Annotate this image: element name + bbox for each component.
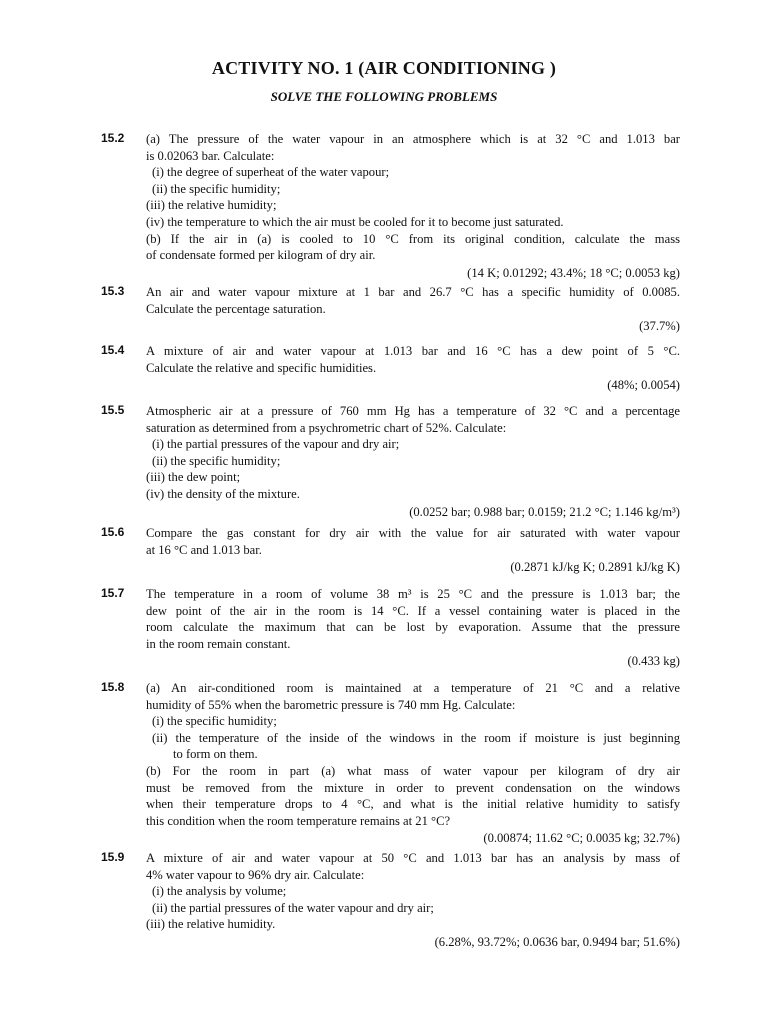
problem-body: [146, 403, 680, 521]
problem-line: Calculate the relative and specific humidities.: [146, 360, 377, 375]
problem-body: [146, 525, 680, 576]
problem-line: (iii) the relative humidity.: [146, 917, 276, 932]
problem-line: is 0.02063 bar. Calculate:: [146, 148, 275, 163]
problem-line: 4% water vapour to 96% dry air. Calculate:: [146, 867, 365, 882]
problem-line: humidity of 55% when the barometric pressure is 740 mm Hg. Calculate:: [146, 697, 516, 712]
problem-body: [146, 850, 680, 951]
problem-line: Compare the gas constant for dry air with the value for air saturated with water vapour: [146, 526, 680, 540]
problem-line: Calculate the percentage saturation.: [146, 301, 326, 316]
problem-line: (ii) the specific humidity;: [152, 453, 281, 468]
problem-number: 15.7: [101, 586, 125, 600]
problem-line: (ii) the temperature of the inside of the windows in the room if moisture is just beginning: [152, 730, 680, 745]
problem-line: A mixture of air and water vapour at 50 °C and 1.013 bar has an analysis by mass of: [146, 851, 680, 865]
problem-line: (b) If the air in (a) is cooled to 10 °C from its original condition, calculate the mass: [146, 231, 680, 246]
problem-number: 15.9: [101, 850, 125, 864]
problem-line: room calculate the maximum that can be lost by evaporation. Assume that the pressure: [146, 620, 680, 635]
problem-number: 15.2: [101, 131, 125, 145]
problem-body: [146, 343, 680, 394]
problem-line: (iv) the temperature to which the air must be cooled for it to become just saturated.: [146, 214, 564, 229]
problem-number: 15.8: [101, 680, 125, 694]
problem-body: [146, 586, 680, 670]
problem-answer: (0.2871 kJ/kg K; 0.2891 kJ/kg K): [510, 560, 680, 575]
problem-line: must be removed from the mixture in order to prevent condensation on the windows: [146, 780, 680, 795]
problem-answer: (0.0252 bar; 0.988 bar; 0.0159; 21.2 °C; 1.146 kg/m³): [409, 504, 680, 519]
problem-answer: (37.7%): [639, 319, 680, 334]
problem-line: saturation as determined from a psychrometric chart of 52%. Calculate:: [146, 420, 507, 435]
problem-line: to form on them.: [173, 747, 258, 762]
problem-line: (iii) the relative humidity;: [146, 198, 277, 213]
problem-line: of condensate formed per kilogram of dry air.: [146, 248, 376, 263]
problem-line: (ii) the partial pressures of the water vapour and dry air;: [152, 900, 434, 915]
problem-line: (i) the partial pressures of the vapour and dry air;: [152, 437, 400, 452]
problem-body: [146, 131, 680, 282]
problem-line: A mixture of air and water vapour at 1.013 bar and 16 °C has a dew point of 5 °C.: [146, 344, 680, 358]
problem-number: 15.6: [101, 525, 125, 539]
problem-number: 15.5: [101, 403, 125, 417]
problem-line: Atmospheric air at a pressure of 760 mm Hg has a temperature of 32 °C and a percentage: [146, 404, 680, 418]
problem-line: at 16 °C and 1.013 bar.: [146, 542, 262, 557]
problem-line: this condition when the room temperature remains at 21 °C?: [146, 813, 451, 828]
problem-line: (i) the degree of superheat of the water vapour;: [152, 165, 390, 180]
problem-body: [146, 680, 680, 847]
problem-number: 15.3: [101, 284, 125, 298]
problem-line: (i) the analysis by volume;: [152, 884, 287, 899]
problem-body: [146, 284, 680, 335]
problem-line: dew point of the air in the room is 14 °C. If a vessel containing water is placed in the: [146, 603, 680, 618]
problem-answer: (6.28%, 93.72%; 0.0636 bar, 0.9494 bar; 51.6%): [434, 934, 680, 949]
page-title: ACTIVITY NO. 1 (AIR CONDITIONING ): [211, 58, 557, 78]
problem-line: (iii) the dew point;: [146, 470, 241, 485]
problem-answer: (0.00874; 11.62 °C; 0.0035 kg; 32.7%): [483, 831, 680, 846]
problem-line: An air and water vapour mixture at 1 bar and 26.7 °C has a specific humidity of 0.0085.: [146, 285, 680, 299]
problem-line: (ii) the specific humidity;: [152, 181, 281, 196]
problem-line: (i) the specific humidity;: [152, 714, 277, 729]
problem-answer: (0.433 kg): [627, 654, 680, 669]
problem-number: 15.4: [101, 343, 125, 357]
problem-line: in the room remain constant.: [146, 636, 291, 651]
problem-line: (a) An air-conditioned room is maintained at a temperature of 21 °C and a relative: [146, 681, 680, 695]
problem-line: when their temperature drops to 4 °C, and what is the initial relative humidity to satisfy: [146, 797, 680, 812]
problem-line: The temperature in a room of volume 38 m³ is 25 °C and the pressure is 1.013 bar; the: [146, 587, 680, 601]
page-subtitle: SOLVE THE FOLLOWING PROBLEMS: [270, 89, 498, 104]
problem-answer: (14 K; 0.01292; 43.4%; 18 °C; 0.0053 kg): [467, 265, 680, 280]
problem-line: (a) The pressure of the water vapour in an atmosphere which is at 32 °C and 1.013 bar: [146, 132, 680, 146]
problem-line: (iv) the density of the mixture.: [146, 486, 300, 501]
problem-line: (b) For the room in part (a) what mass of water vapour per kilogram of dry air: [146, 763, 680, 778]
problem-answer: (48%; 0.0054): [607, 378, 680, 393]
